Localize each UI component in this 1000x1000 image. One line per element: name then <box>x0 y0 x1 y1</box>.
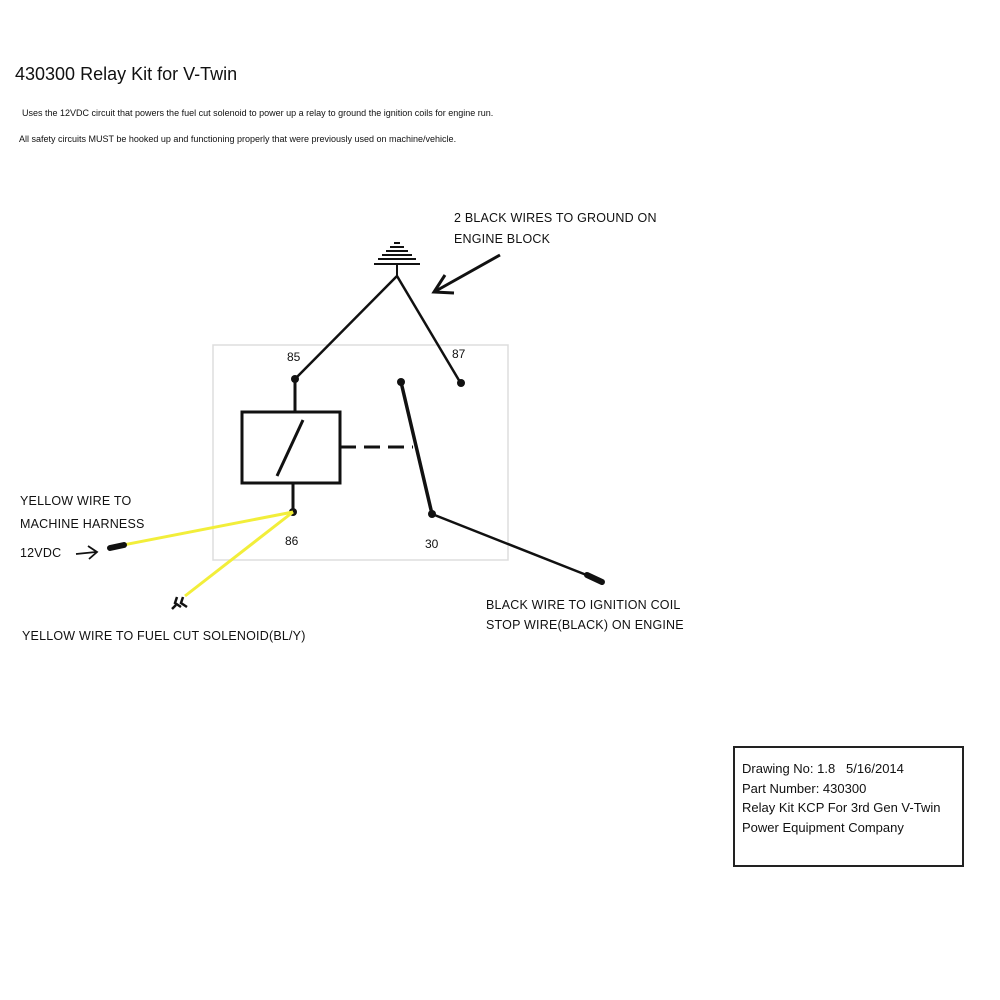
yellow-solenoid-label: YELLOW WIRE TO FUEL CUT SOLENOID(BL/Y) <box>22 629 306 643</box>
v12-label: 12VDC <box>20 546 62 560</box>
drawing-number: Drawing No: 1.8 5/16/2014 <box>742 761 904 776</box>
part-number: Part Number: 430300 <box>742 780 867 796</box>
yellow-harness-label-line2: MACHINE HARNESS <box>20 517 145 531</box>
pin-label-87: 87 <box>452 347 466 361</box>
switch-arm <box>401 382 432 514</box>
ignition-wire-connector <box>587 575 602 582</box>
harness-connector <box>110 545 124 548</box>
ground-label-line2: ENGINE BLOCK <box>454 232 551 246</box>
page-title: 430300 Relay Kit for V-Twin <box>15 64 238 84</box>
note-safety: All safety circuits MUST be hooked up and functioning properly that were previously used on machine/vehicle. <box>19 134 457 144</box>
company-name: Power Equipment Company <box>742 819 904 835</box>
yellow-solenoid-wire <box>185 512 293 596</box>
v12-arrow <box>76 546 97 559</box>
note-usage: Uses the 12VDC circuit that powers the fuel cut solenoid to power up a relay to ground the ignition coils for engine run. <box>22 108 494 118</box>
pin-label-85: 85 <box>287 350 301 364</box>
ground-label-line1: 2 BLACK WIRES TO GROUND ON <box>454 211 657 225</box>
pin-label-86: 86 <box>285 534 299 548</box>
fork-terminal <box>172 597 187 609</box>
coil-slash <box>277 420 303 476</box>
pin-label-30: 30 <box>425 537 439 551</box>
yellow-harness-label-line1: YELLOW WIRE TO <box>20 494 132 508</box>
ground-wire-85 <box>295 276 397 379</box>
kit-description: Relay Kit KCP For 3rd Gen V-Twin <box>742 800 941 815</box>
ignition-stop-wire <box>432 514 589 576</box>
black-ignition-label-line2: STOP WIRE(BLACK) ON ENGINE <box>486 618 684 632</box>
black-ignition-label-line1: BLACK WIRE TO IGNITION COIL <box>486 598 681 612</box>
title-block <box>733 746 964 867</box>
ground-symbol <box>374 243 420 276</box>
ground-pointer-arrow <box>434 255 500 293</box>
terminal-87 <box>457 379 465 387</box>
